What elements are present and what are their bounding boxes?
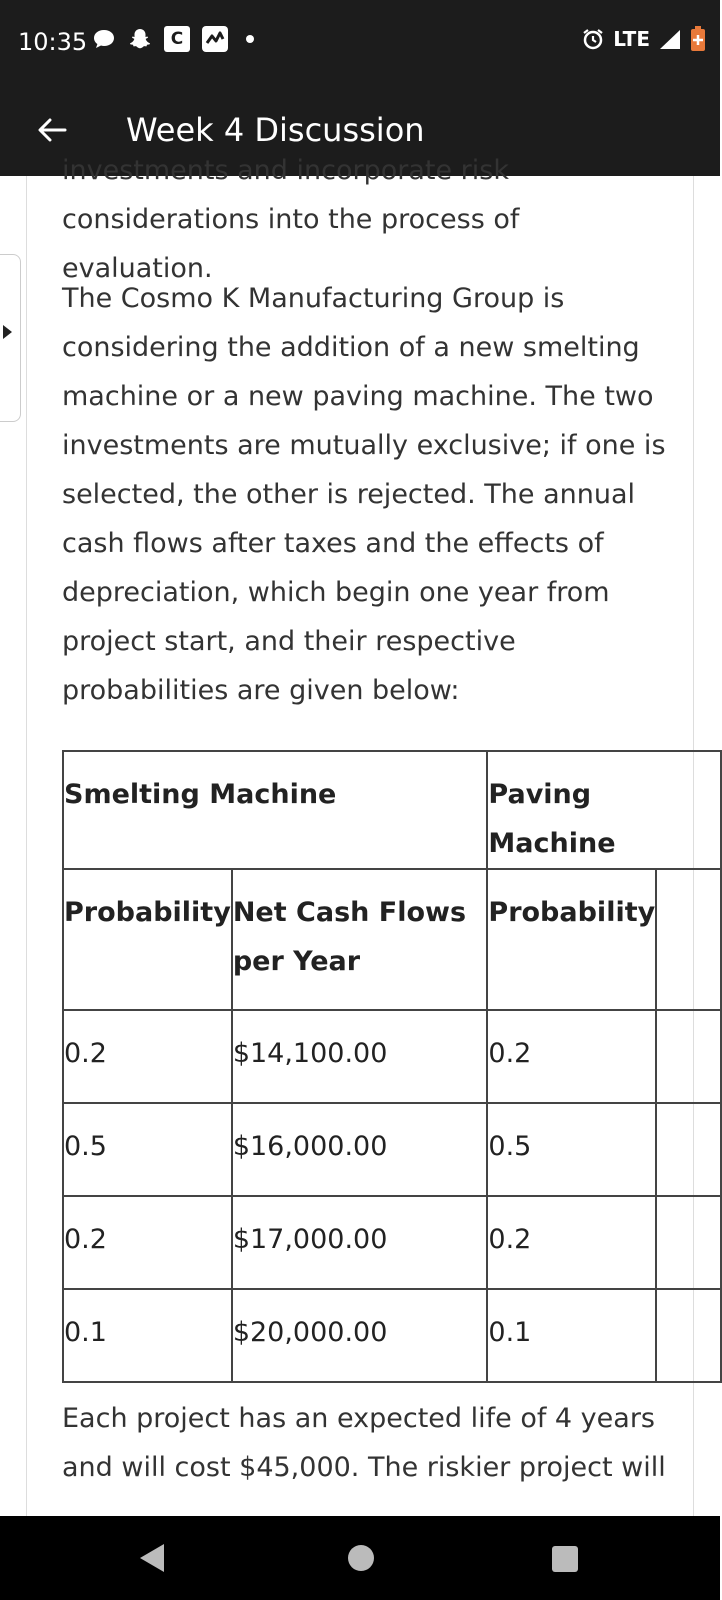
status-time: 10:35	[18, 28, 88, 56]
cell-probability-2: 0.5	[487, 1103, 656, 1196]
cell-net-cash: $14,100.00	[232, 1010, 488, 1103]
cell-probability: 0.5	[63, 1103, 232, 1196]
cell-net-cash: $17,000.00	[232, 1196, 488, 1289]
cell-probability-2: 0.1	[487, 1289, 656, 1382]
page-title: Week 4 Discussion	[126, 111, 425, 149]
cell-hidden	[656, 1289, 721, 1382]
system-nav-bar	[0, 1516, 720, 1600]
col-net-cash-header: Net Cash Flows per Year	[232, 869, 488, 1010]
cell-net-cash: $20,000.00	[232, 1289, 488, 1382]
col-probability-header: Probability	[63, 869, 232, 1010]
back-arrow-icon	[37, 117, 67, 143]
network-type: LTE	[613, 27, 650, 51]
cell-net-cash: $16,000.00	[232, 1103, 488, 1196]
col-hidden-header	[656, 869, 721, 1010]
nav-recents-icon[interactable]	[552, 1546, 578, 1572]
col-probability-2-header: Probability	[487, 869, 656, 1010]
cell-probability-2: 0.2	[487, 1010, 656, 1103]
cell-probability: 0.2	[63, 1010, 232, 1103]
cell-hidden	[656, 1196, 721, 1289]
nav-home-icon[interactable]	[348, 1545, 374, 1571]
paragraph-project-life: Each project has an expected life of 4 years and will cost $45,000. The riskier project will	[62, 1403, 666, 1483]
table-row	[63, 1196, 721, 1289]
paragraph-scenario: The Cosmo K Manufacturing Group is considering the addition of a new smelting machine or a new paving machine. The two investments are mutually exclusive; if one is selected, the other is rejected. The annual cash flows after taxes and the effects of depreciation, which begin one year from project start, and their respective probabilities are given below:	[62, 283, 666, 706]
chat-bubble-icon	[92, 28, 116, 50]
cell-probability-2: 0.2	[487, 1196, 656, 1289]
cash-flow-table[interactable]	[62, 750, 660, 1383]
cell-probability: 0.1	[63, 1289, 232, 1382]
notification-icons	[92, 26, 254, 52]
group-smelting-header: Smelting Machine	[63, 751, 487, 869]
alarm-icon	[581, 27, 605, 51]
more-notifications-dot	[246, 35, 254, 43]
cell-probability: 0.2	[63, 1196, 232, 1289]
side-drawer-tab[interactable]	[0, 254, 21, 422]
table-row	[63, 1103, 721, 1196]
nav-back-icon[interactable]	[140, 1544, 164, 1572]
activity-app-icon	[202, 26, 228, 52]
system-icons	[581, 26, 706, 52]
paragraph-intro: investments and incorporate risk considerations into the process of evaluation.	[62, 155, 520, 284]
table-group-header-row	[63, 751, 721, 869]
status-bar	[0, 0, 720, 88]
app-c-icon: C	[164, 26, 190, 52]
cell-hidden	[656, 1103, 721, 1196]
cell-hidden	[656, 1010, 721, 1103]
group-paving-header: Paving Machine	[487, 751, 721, 869]
signal-icon	[658, 28, 682, 50]
table-column-header-row	[63, 869, 721, 1010]
discussion-content[interactable]	[0, 155, 720, 1516]
snapchat-icon	[128, 27, 152, 51]
expand-arrow-icon	[3, 325, 12, 339]
table-row	[63, 1010, 721, 1103]
battery-saver-icon	[690, 26, 706, 52]
table-row	[63, 1289, 721, 1382]
